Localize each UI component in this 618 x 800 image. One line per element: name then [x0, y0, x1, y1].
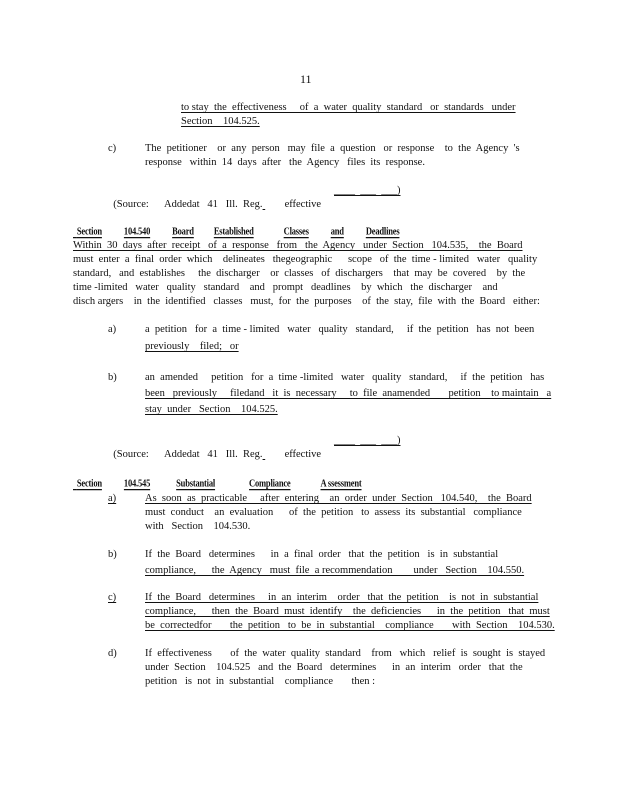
item-a-545-line-2: must conduct an evaluation of the petition to assess its substantial compliance — [145, 507, 522, 518]
source-note-2 — [108, 434, 321, 462]
item-c-line-2: response within 14 days after the Agency files its response. — [145, 157, 425, 168]
heading-word: Compliance — [249, 476, 291, 489]
item-b-line-3: stay under Section 104.525. — [145, 404, 278, 415]
continuation-line-2: Section 104.525. — [181, 116, 260, 127]
item-d-545-line-3: petition is not in substantial compliance then : — [145, 676, 376, 687]
item-d-545-line-1: If effectiveness of the water quality standard from which relief is sought is stayed — [145, 648, 546, 659]
source-blanks-1: ____ ___ ___) — [334, 185, 401, 196]
heading-word: 104.545 — [123, 476, 151, 489]
section-540-para-line: standard, and establishes the discharger or classes of dischargers that may be covered by the — [73, 268, 526, 279]
item-b-line-2: been previously filedand it is necessary to file anamended petition to maintain a — [145, 388, 552, 399]
source-effective: effective — [284, 199, 322, 210]
item-d-545-line-2: under Section 104.525 and the Board determines in an interim order that the — [145, 662, 523, 673]
heading-word: Section — [76, 476, 102, 489]
heading-word: and — [330, 224, 344, 237]
continuation-line-1: to stay the effectiveness of a water quality standard or standards under — [181, 102, 516, 113]
heading-word: Section — [76, 224, 102, 237]
source-effective: effective — [284, 449, 322, 460]
heading-word: Deadlines — [365, 224, 400, 237]
item-a-label: a) — [108, 324, 117, 335]
item-a-545-line-3: with Section 104.530. — [145, 521, 251, 532]
section-540-para-line: must enter a final order which delineates thegeographic scope of the time - limited water quality — [73, 254, 538, 265]
item-b-label-545: b) — [108, 549, 117, 560]
source-note-1 — [108, 184, 321, 212]
section-545-heading — [73, 464, 380, 489]
item-c-545-line-1: If the Board determines in an interim order that the petition is not in substantial — [145, 592, 539, 603]
item-c-545-line-2: compliance, then the Board must identify the deficiencies in the petition that must — [145, 606, 550, 617]
item-c-line-1: The petitioner or any person may file a question or response to the Agency 's — [145, 143, 520, 154]
page-number: 11 — [300, 72, 312, 86]
item-a-label-545: a) — [108, 493, 117, 504]
heading-word: Classes — [283, 224, 309, 237]
item-a-line-1: a petition for a time - limited water quality standard, if the petition has not been — [145, 324, 535, 335]
source-text: (Source: Addedat 41 Ill. Reg. — [113, 449, 263, 460]
item-b-545-line-1: If the Board determines in a final order that the petition is in substantial — [145, 549, 499, 560]
section-540-para-line: Within 30 days after receipt of a response from the Agency under Section 104.535, the Board — [73, 240, 523, 251]
section-540-para-line: time -limited water quality standard and prompt deadlines by which the discharger and — [73, 282, 498, 293]
item-d-label-545: d) — [108, 648, 117, 659]
item-c-545-line-3: be correctedfor the petition to be in substantial compliance with Section 104.530. — [145, 620, 555, 631]
heading-word: Substantial — [176, 476, 216, 489]
source-blank — [263, 198, 285, 212]
item-b-line-1: an amended petition for a time -limited water quality standard, if the petition has — [145, 372, 545, 383]
section-540-para-line: disch argers in the identified classes must, for the purposes of the stay, file with the Board either: — [73, 296, 540, 307]
section-540-heading — [73, 212, 417, 237]
item-a-line-2: previously filed; or — [145, 341, 239, 352]
item-a-545-line-1: As soon as practicable after entering an order under Section 104.540, the Board — [145, 493, 532, 504]
source-blank — [263, 448, 285, 462]
item-b-545-line-2: compliance, the Agency must file a recommendation under Section 104.550. — [145, 565, 525, 576]
heading-word: A ssessment — [320, 476, 362, 489]
item-c-label-545: c) — [108, 592, 117, 603]
heading-word: 104.540 — [123, 224, 151, 237]
heading-word: Established — [213, 224, 254, 237]
item-b-label: b) — [108, 372, 117, 383]
heading-word: Board — [172, 224, 194, 237]
source-blanks-2: ____ ___ ___) — [334, 435, 401, 446]
source-text: (Source: Addedat 41 Ill. Reg. — [113, 199, 263, 210]
item-c-label: c) — [108, 143, 117, 154]
